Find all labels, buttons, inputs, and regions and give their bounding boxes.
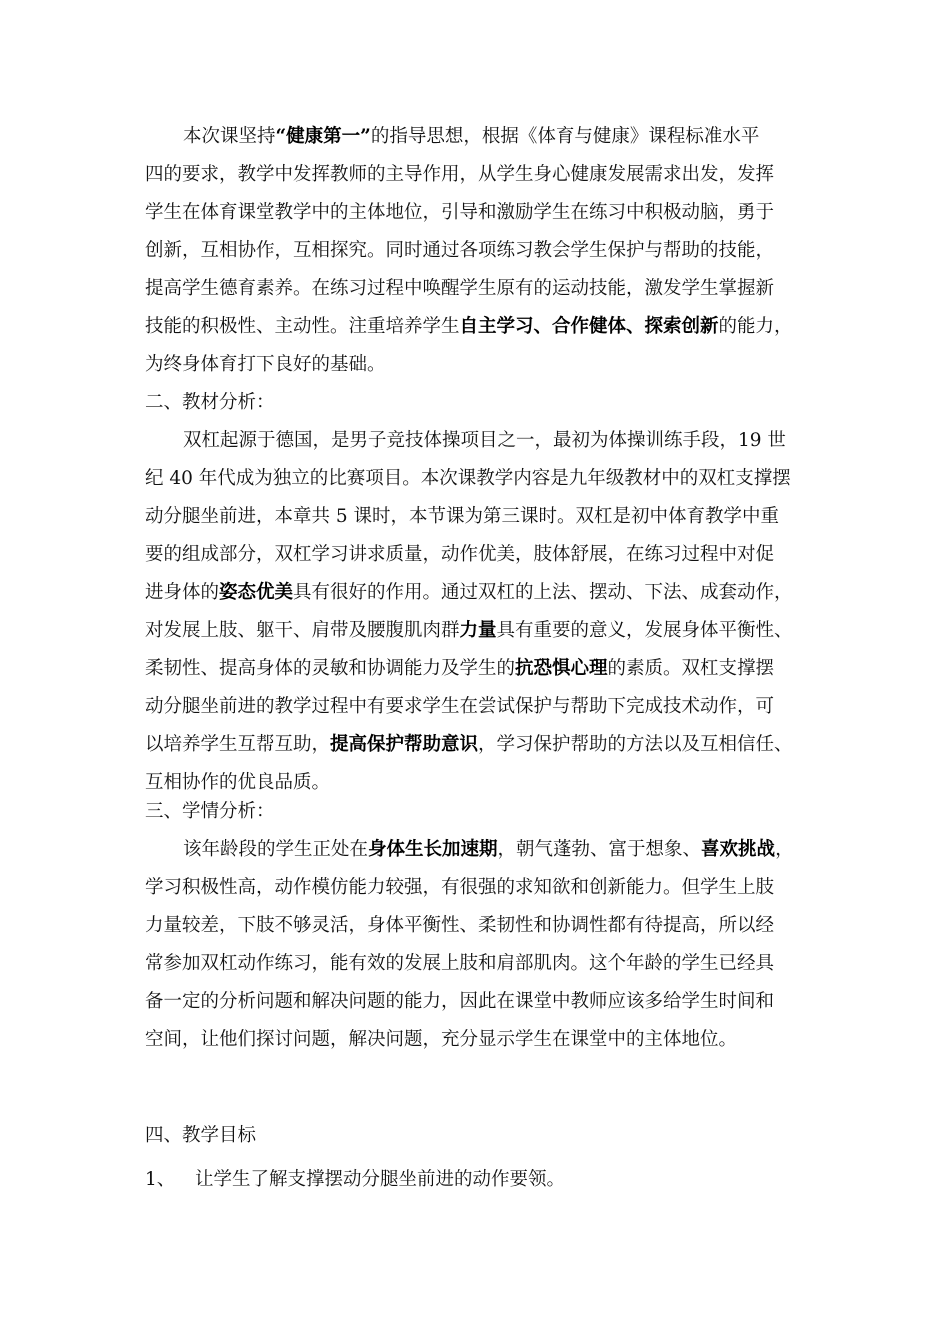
- text-run: 对发展上肢、躯干、肩带及腰腹肌肉群: [145, 620, 460, 641]
- section-heading-materials: 二、教材分析：: [145, 392, 275, 413]
- intro-line-5: 提高学生德育素养。在练习过程中唤醒学生原有的运动技能，激发学生掌握新: [145, 278, 775, 299]
- students-paragraph: [145, 831, 825, 1059]
- materials-line-2: 纪 40 年代成为独立的比赛项目。本次课教学内容是九年级教材中的双杠支撑摆: [145, 468, 791, 489]
- intro-paragraph: [145, 118, 825, 384]
- intro-line-4: 创新，互相协作，互相探究。同时通过各项练习教会学生保护与帮助的技能，: [145, 240, 775, 261]
- materials-line-9: [145, 726, 825, 764]
- text-run: 该年龄段的学生正处在: [183, 839, 369, 860]
- text-run: 具有重要的意义，发展身体平衡性、: [496, 620, 793, 641]
- materials-line-4: 要的组成部分，双杠学习讲求质量，动作优美，肢体舒展，在练习过程中对促: [145, 544, 775, 565]
- materials-line-7: [145, 650, 825, 688]
- text-run: 具有很好的作用。通过双杠的上法、摆动、下法、成套动作，: [293, 582, 793, 603]
- objective-item-1: [145, 1161, 565, 1199]
- bold-text: “健康第一”: [275, 126, 371, 147]
- students-line-6: 空间，让他们探讨问题，解决问题，充分显示学生在课堂中的主体地位。: [145, 1029, 738, 1050]
- section-heading-objectives: 四、教学目标: [145, 1125, 257, 1146]
- materials-line-6: [145, 612, 825, 650]
- text-run: ，学习保护帮助的方法以及互相信任、: [478, 734, 793, 755]
- text-run: 柔韧性、提高身体的灵敏和协调能力及学生的: [145, 658, 516, 679]
- bold-text: 身体生长加速期: [368, 839, 498, 860]
- text-run: 进身体的: [145, 582, 220, 603]
- intro-line-7: 为终身体育打下良好的基础。: [145, 354, 386, 375]
- students-line-5: 备一定的分析问题和解决问题的能力，因此在课堂中教师应该多给学生时间和: [145, 991, 775, 1012]
- text-run: 的能力，: [718, 316, 793, 337]
- text-run: ，: [775, 839, 794, 860]
- list-number: 1、: [145, 1169, 176, 1190]
- materials-paragraph: [145, 422, 825, 802]
- bold-text: 姿态优美: [219, 582, 294, 603]
- text-run: 以培养学生互帮互助，: [145, 734, 331, 755]
- text-run: ，朝气蓬勃、富于想象、: [497, 839, 702, 860]
- text-run: 的指导思想，根据《体育与健康》课程标准水平: [370, 126, 760, 147]
- bold-text: 力量: [459, 620, 497, 641]
- intro-line-1: [145, 118, 825, 156]
- materials-line-1: 双杠起源于德国，是男子竞技体操项目之一，最初为体操训练手段，19 世: [183, 430, 786, 451]
- section-heading-students: 三、学情分析：: [145, 801, 275, 822]
- text-run: 的素质。双杠支撑摆: [607, 658, 775, 679]
- bold-text: 自主学习、合作健体、探索创新: [459, 316, 719, 337]
- bold-text: 喜欢挑战: [701, 839, 776, 860]
- text-run: 本次课坚持: [183, 126, 276, 147]
- students-line-1: [145, 831, 825, 869]
- list-item-text: 让学生了解支撑摆动分腿坐前进的动作要领。: [195, 1169, 566, 1190]
- students-line-4: 常参加双杠动作练习，能有效的发展上肢和肩部肌肉。这个年龄的学生已经具: [145, 953, 775, 974]
- intro-line-6: [145, 308, 825, 346]
- bold-text: 抗恐惧心理: [515, 658, 608, 679]
- students-line-2: 学习积极性高，动作模仿能力较强，有很强的求知欲和创新能力。但学生上肢: [145, 877, 775, 898]
- materials-line-10: 互相协作的优良品质。: [145, 772, 331, 793]
- materials-line-5: [145, 574, 825, 612]
- materials-line-8: 动分腿坐前进的教学过程中有要求学生在尝试保护与帮助下完成技术动作，可: [145, 696, 775, 717]
- intro-line-2: 四的要求，教学中发挥教师的主导作用，从学生身心健康发展需求出发，发挥: [145, 164, 775, 185]
- bold-text: 提高保护帮助意识: [330, 734, 479, 755]
- intro-line-3: 学生在体育课堂教学中的主体地位，引导和激励学生在练习中积极动脑，勇于: [145, 202, 775, 223]
- text-run: 技能的积极性、主动性。注重培养学生: [145, 316, 460, 337]
- students-line-3: 力量较差，下肢不够灵活，身体平衡性、柔韧性和协调性都有待提高，所以经: [145, 915, 775, 936]
- materials-line-3: 动分腿坐前进，本章共 5 课时，本节课为第三课时。双杠是初中体育教学中重: [145, 506, 780, 527]
